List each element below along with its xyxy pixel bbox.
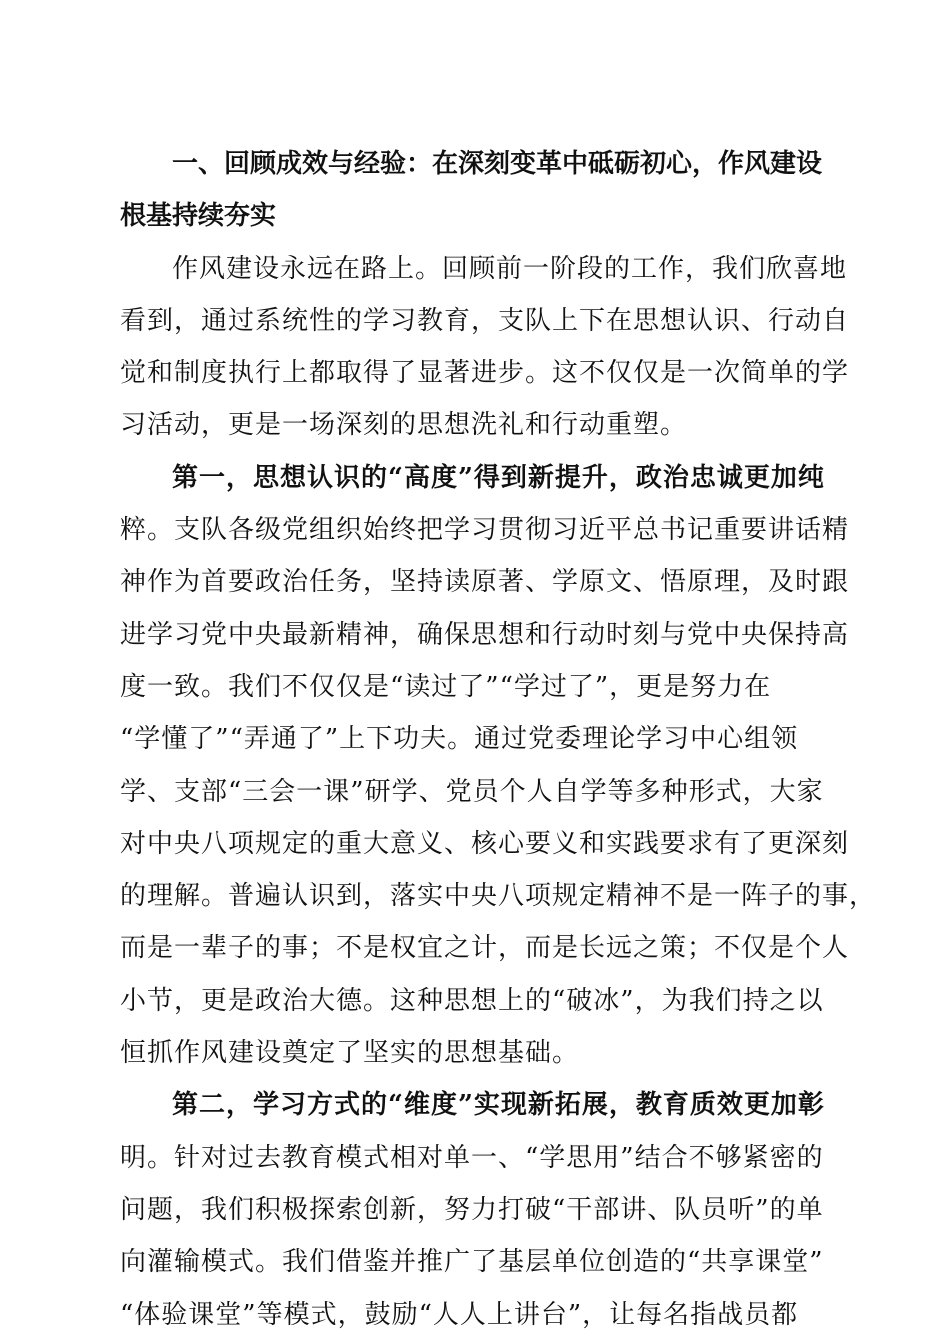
paragraph-line: 问题，我们积极探索创新，努力打破“干部讲、队员听”的单 xyxy=(120,1194,824,1225)
paragraph-line: 恒抓作风建设奠定了坚实的思想基础。 xyxy=(120,1038,580,1069)
paragraph-line: 小节，更是政治大德。这种思想上的“破冰”，为我们持之以 xyxy=(120,985,824,1016)
paragraph-line: 学、支部“三会一课”研学、党员个人自学等多种形式，大家 xyxy=(120,776,824,807)
paragraph-first-point xyxy=(120,452,877,1080)
paragraph-line: 作风建设永远在路上。回顾前一阶段的工作，我们欣喜地 xyxy=(172,253,848,284)
paragraph-line: 明。针对过去教育模式相对单一、“学思用”结合不够紧密的 xyxy=(120,1142,824,1173)
paragraph-intro xyxy=(120,243,850,452)
paragraph-line: 觉和制度执行上都取得了显著进步。这不仅仅是一次简单的学 xyxy=(120,358,850,389)
section-heading xyxy=(120,138,830,243)
paragraph-lead-line: 第二，学习方式的“维度”实现新拓展，教育质效更加彰 xyxy=(172,1090,825,1121)
paragraph-line: 向灌输模式。我们借鉴并推广了基层单位创造的“共享课堂” xyxy=(120,1247,824,1278)
paragraph-line: 粹。支队各级党组织始终把学习贯彻习近平总书记重要讲话精 xyxy=(120,515,850,546)
heading-line: 根基持续夯实 xyxy=(120,201,277,232)
paragraph-line: 而是一辈子的事；不是权宜之计，而是长远之策；不仅是个人 xyxy=(120,933,850,964)
paragraph-line: “体验课堂”等模式，鼓励“人人上讲台”，让每名指战员都 xyxy=(120,1299,799,1330)
paragraph-line: 的理解。普遍认识到，落实中央八项规定精神不是一阵子的事， xyxy=(120,881,877,912)
paragraph-second-point xyxy=(120,1079,830,1340)
paragraph-line: 对中央八项规定的重大意义、核心要义和实践要求有了更深刻 xyxy=(120,828,850,859)
paragraph-line: 习活动，更是一场深刻的思想洗礼和行动重塑。 xyxy=(120,410,688,441)
document-body xyxy=(120,138,877,1341)
paragraph-line: 看到，通过系统性的学习教育，支队上下在思想认识、行动自 xyxy=(120,305,850,336)
paragraph-lead-line: 第一，思想认识的“高度”得到新提升，政治忠诚更加纯 xyxy=(172,462,825,493)
paragraph-line: 神作为首要政治任务，坚持读原著、学原文、悟原理，及时跟 xyxy=(120,567,850,598)
paragraph-line: 度一致。我们不仅仅是“读过了”“学过了”，更是努力在 xyxy=(120,671,772,702)
paragraph-line: “学懂了”“弄通了”上下功夫。通过党委理论学习中心组领 xyxy=(120,724,799,755)
heading-line: 一、回顾成效与经验：在深刻变革中砥砺初心，作风建设 xyxy=(172,149,823,179)
paragraph-line: 进学习党中央最新精神，确保思想和行动时刻与党中央保持高 xyxy=(120,619,850,650)
